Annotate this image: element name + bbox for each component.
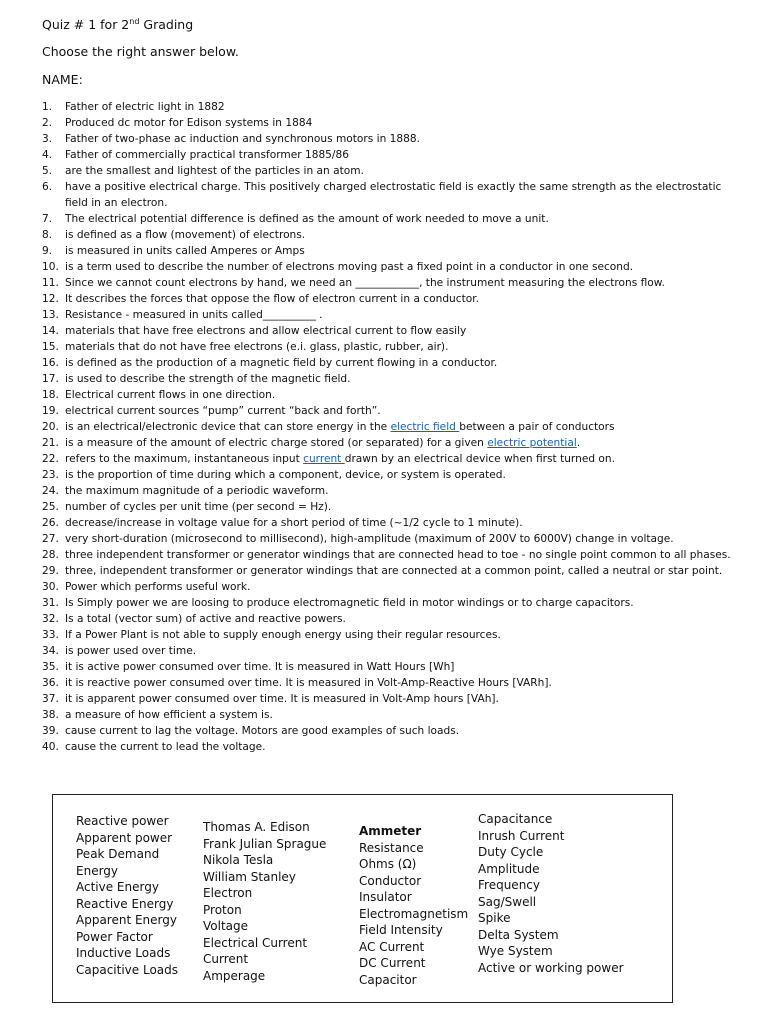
answer-option: Amplitude (478, 861, 540, 876)
answer-column-4 (478, 811, 624, 976)
answer-option: Active Energy (76, 880, 159, 894)
answer-option: Inrush Current (478, 828, 565, 843)
question-text: Electrical current flows in one direction. (65, 389, 276, 401)
question-number: 1. (42, 101, 53, 113)
question-number: 25. (42, 501, 59, 513)
question-item (0, 563, 768, 579)
question-text: it is apparent power consumed over time. It is measured in Volt-Amp hours [VAh]. (65, 693, 499, 705)
question-text: the maximum magnitude of a periodic waveform. (65, 485, 329, 497)
answer-option: Field Intensity (359, 923, 443, 937)
question-item (0, 227, 768, 243)
question-item (0, 419, 768, 435)
question-text: three, independent transformer or generator windings that are connected at a common point, called a neutral or star point. (65, 565, 723, 577)
question-text: is a term used to describe the number of electrons moving past a fixed point in a conductor in one second. (65, 261, 634, 273)
answer-option: Duty Cycle (478, 845, 544, 859)
question-text-part: is a measure of the amount of electric charge stored (or separated) for a given (65, 437, 488, 449)
answer-column-1 (76, 813, 178, 978)
question-text: Father of electric light in 1882 (65, 101, 225, 113)
question-number: 23. (42, 469, 59, 481)
question-link[interactable]: electric field (390, 421, 460, 433)
question-text: Since we cannot count electrons by hand, we need an ____________, the instrument measuring the electrons flow. (65, 277, 665, 289)
question-text: is the proportion of time during which a component, device, or system is operated. (65, 469, 506, 481)
quiz-title (42, 17, 193, 32)
answer-option: Capacitive Loads (76, 962, 179, 977)
question-text: is defined as a flow (movement) of electrons. (65, 229, 306, 241)
answer-option: Frank Julian Sprague (203, 836, 327, 851)
name-label: NAME: (42, 72, 83, 87)
question-number: 37. (42, 693, 59, 705)
question-item (0, 291, 768, 307)
answer-option: Amperage (203, 968, 266, 983)
question-number: 11. (42, 277, 59, 289)
question-item (0, 99, 768, 115)
question-text: is used to describe the strength of the magnetic field. (65, 373, 351, 385)
question-number: 16. (42, 357, 59, 369)
answer-column-3 (359, 823, 468, 988)
question-number: 7. (42, 213, 53, 225)
question-item (0, 547, 768, 563)
answer-option: Electron (203, 886, 253, 900)
question-number: 22. (42, 453, 59, 465)
answer-option: Ammeter (359, 824, 422, 838)
answer-option: Current (203, 952, 249, 966)
question-number: 35. (42, 661, 59, 673)
question-item (0, 387, 768, 403)
question-number: 21. (42, 437, 59, 449)
question-list (0, 99, 768, 755)
question-text: cause current to lag the voltage. Motors are good examples of such loads. (65, 725, 460, 737)
question-text-part: is an electrical/electronic device that can store energy in the (65, 421, 391, 433)
question-number: 36. (42, 677, 59, 689)
question-number: 26. (42, 517, 59, 529)
question-number: 40. (42, 741, 59, 753)
question-number: 8. (42, 229, 53, 241)
question-text-part: drawn by an electrical device when first turned on. (344, 453, 615, 465)
question-number: 31. (42, 597, 59, 609)
question-text: Is a total (vector sum) of active and reactive powers. (65, 613, 346, 625)
answer-option: Capacitance (478, 812, 553, 826)
question-text: a measure of how efficient a system is. (65, 709, 273, 721)
question-item (0, 339, 768, 355)
question-text: three independent transformer or generator windings that are connected head to toe - no single point common to all phases. (65, 549, 731, 561)
question-number: 2. (42, 117, 53, 129)
question-text (65, 453, 615, 465)
question-text: Father of two-phase ac induction and synchronous motors in 1888. (65, 133, 420, 145)
question-number: 18. (42, 389, 59, 401)
question-item (0, 499, 768, 515)
question-text: is power used over time. (65, 645, 197, 657)
question-item (0, 659, 768, 675)
answer-option: Power Factor (76, 929, 153, 944)
question-item (0, 435, 768, 451)
question-item (0, 627, 768, 643)
answer-option: Insulator (359, 890, 412, 904)
question-text: it is reactive power consumed over time. It is measured in Volt-Amp-Reactive Hours [VARh]. (65, 677, 552, 689)
question-item (0, 467, 768, 483)
question-text: Father of commercially practical transformer 1885/86 (65, 149, 349, 161)
answer-option: Resistance (359, 840, 424, 855)
question-item (0, 403, 768, 419)
answer-option: Voltage (203, 919, 249, 933)
question-number: 28. (42, 549, 59, 561)
question-number: 32. (42, 613, 59, 625)
question-number: 29. (42, 565, 59, 577)
question-text (65, 421, 615, 433)
question-text-part: refers to the maximum, instantaneous input (65, 453, 304, 465)
question-item (0, 451, 768, 467)
answer-option: Nikola Tesla (203, 853, 274, 867)
answer-option: Spike (478, 911, 511, 925)
question-item (0, 739, 768, 755)
question-number: 30. (42, 581, 59, 593)
question-text: it is active power consumed over time. It is measured in Watt Hours [Wh] (65, 661, 455, 673)
answer-option: Proton (203, 902, 242, 917)
question-number: 19. (42, 405, 59, 417)
question-number: 33. (42, 629, 59, 641)
quiz-title-suffix: Grading (139, 17, 194, 33)
question-number: 39. (42, 725, 59, 737)
question-text: materials that do not have free electrons (e.i. glass, plastic, rubber, air). (65, 341, 449, 353)
question-text: materials that have free electrons and allow electrical current to flow easily (65, 325, 467, 337)
quiz-title-superscript: nd (129, 17, 140, 26)
question-text: Is Simply power we are loosing to produce electromagnetic field in motor windings or to charge capacitors. (65, 597, 634, 609)
question-text: If a Power Plant is not able to supply enough energy using their regular resources. (65, 629, 501, 641)
answer-option: Sag/Swell (478, 894, 537, 909)
question-text: decrease/increase in voltage value for a short period of time (~1/2 cycle to 1 minute). (65, 517, 523, 529)
question-text-part: between a pair of conductors (459, 421, 615, 433)
question-item (0, 611, 768, 627)
answer-option: Conductor (359, 873, 422, 888)
question-number: 9. (42, 245, 53, 257)
question-item (0, 515, 768, 531)
question-link[interactable]: electric potential (487, 437, 577, 449)
question-number: 20. (42, 421, 59, 433)
answer-option: Electromagnetism (359, 906, 469, 921)
answer-option: Reactive power (76, 814, 169, 828)
answer-option: Frequency (478, 878, 540, 892)
question-item (0, 163, 768, 179)
question-item (0, 131, 768, 147)
answer-option: AC Current (359, 939, 425, 954)
question-link[interactable]: current (303, 453, 345, 465)
question-number: 27. (42, 533, 59, 545)
question-item (0, 355, 768, 371)
quiz-title-text: Quiz # 1 for 2 (42, 17, 130, 33)
question-text: cause the current to lead the voltage. (65, 741, 266, 753)
answer-option: Electrical Current (203, 935, 308, 950)
question-text: Power which performs useful work. (65, 581, 251, 593)
question-item (0, 307, 768, 323)
question-number: 15. (42, 341, 59, 353)
answer-option: Capacitor (359, 972, 417, 987)
question-number: 10. (42, 261, 59, 273)
question-item (0, 483, 768, 499)
question-text: very short-duration (microsecond to millisecond), high-amplitude (maximum of 200V to 6000V) change in voltage. (65, 533, 674, 545)
answer-option: Inductive Loads (76, 946, 171, 960)
answer-option: Apparent power (76, 830, 173, 845)
question-text: Resistance - measured in units called__________ . (65, 309, 323, 321)
question-number: 5. (42, 165, 53, 177)
answer-option: Ohms (Ω) (359, 857, 417, 871)
question-item (0, 707, 768, 723)
answer-bank (52, 794, 673, 1003)
question-item (0, 371, 768, 387)
answer-option: William Stanley (203, 869, 296, 884)
question-number: 6. (42, 181, 53, 193)
question-number: 24. (42, 485, 59, 497)
question-item (0, 723, 768, 739)
answer-option: DC Current (359, 956, 426, 970)
answer-option: Wye System (478, 944, 553, 958)
answer-option: Peak Demand (76, 847, 160, 861)
question-item (0, 147, 768, 163)
answer-option: Delta System (478, 927, 559, 942)
question-item (0, 275, 768, 291)
question-item (0, 179, 768, 211)
question-text: The electrical potential difference is defined as the amount of work needed to move a unit. (65, 213, 549, 225)
question-item (0, 643, 768, 659)
question-item (0, 243, 768, 259)
answer-option: Thomas A. Edison (203, 820, 310, 834)
question-item (0, 675, 768, 691)
question-item (0, 595, 768, 611)
question-number: 17. (42, 373, 59, 385)
question-text: is measured in units called Amperes or Amps (65, 245, 305, 257)
answer-option: Energy (76, 863, 119, 878)
question-item (0, 259, 768, 275)
question-number: 4. (42, 149, 53, 161)
answer-column-2 (203, 819, 326, 984)
question-text-part: . (576, 437, 581, 449)
question-item (0, 211, 768, 227)
question-text: is defined as the production of a magnetic field by current flowing in a conductor. (65, 357, 498, 369)
instructions: Choose the right answer below. (42, 44, 239, 59)
question-text (65, 437, 580, 449)
question-number: 13. (42, 309, 59, 321)
question-text: have a positive electrical charge. This positively charged electrostatic field is exactly the same strength as the electrostatic field in an electron. (65, 181, 722, 209)
question-number: 38. (42, 709, 59, 721)
question-item (0, 579, 768, 595)
question-number: 14. (42, 325, 59, 337)
question-number: 12. (42, 293, 59, 305)
answer-option: Active or working power (478, 960, 624, 975)
question-text: Produced dc motor for Edison systems in 1884 (65, 117, 313, 129)
question-number: 34. (42, 645, 59, 657)
answer-option: Apparent Energy (76, 913, 177, 927)
question-text: number of cycles per unit time (per second = Hz). (65, 501, 332, 513)
answer-option: Reactive Energy (76, 896, 174, 911)
question-item (0, 531, 768, 547)
question-item (0, 115, 768, 131)
question-text: are the smallest and lightest of the particles in an atom. (65, 165, 364, 177)
question-number: 3. (42, 133, 53, 145)
question-text: electrical current sources “pump” current “back and forth”. (65, 405, 381, 417)
question-item (0, 323, 768, 339)
question-item (0, 691, 768, 707)
question-text: It describes the forces that oppose the flow of electron current in a conductor. (65, 293, 479, 305)
